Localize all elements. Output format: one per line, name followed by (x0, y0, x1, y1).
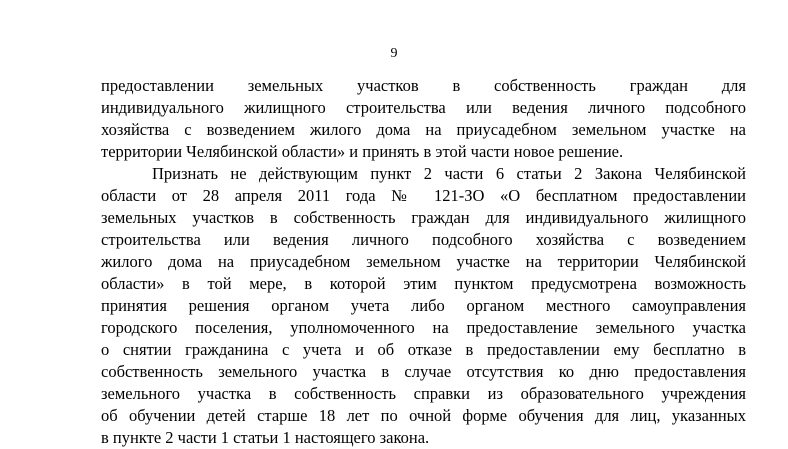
text-line: в пункте 2 части 1 статьи 1 настоящего закона. (101, 428, 430, 447)
text-line: хозяйства с возведением жилого дома на приусадебном земельном участке на (101, 120, 746, 139)
text-line: земельного участка в собственность справки из образовательного учреждения (101, 384, 746, 403)
paragraph-first-line: Признать не действующим пункт 2 части 6 статьи 2 Закона Челябинской (152, 164, 746, 183)
text-line: земельных участков в собственность граждан для индивидуального жилищного (101, 208, 746, 227)
page-number: 9 (390, 46, 398, 61)
text-line: городского поселения, уполномоченного на предоставление земельного участка (101, 318, 746, 337)
text-line: о снятии гражданина с учета и об отказе в предоставлении ему бесплатно в (101, 340, 746, 359)
text-line: принятия решения органом учета либо органом местного самоуправления (101, 296, 746, 315)
text-line: об обучении детей старше 18 лет по очной форме обучения для лиц, указанных (101, 406, 746, 425)
text-line: предоставлении земельных участков в собственность граждан для (101, 76, 746, 95)
text-line: области от 28 апреля 2011 года № 121-ЗО «О бесплатном предоставлении (101, 186, 746, 205)
text-line: территории Челябинской области» и принять в этой части новое решение. (101, 142, 624, 161)
text-line: жилого дома на приусадебном земельном участке на территории Челябинской (101, 252, 746, 271)
text-line: области» в той мере, в которой этим пунктом предусмотрена возможность (101, 274, 746, 293)
document-body (101, 75, 746, 449)
text-line: строительства или ведения личного подсобного хозяйства с возведением (101, 230, 746, 249)
text-line: собственность земельного участка в случае отсутствия ко дню предоставления (101, 362, 746, 381)
text-line: индивидуального жилищного строительства или ведения личного подсобного (101, 98, 746, 117)
